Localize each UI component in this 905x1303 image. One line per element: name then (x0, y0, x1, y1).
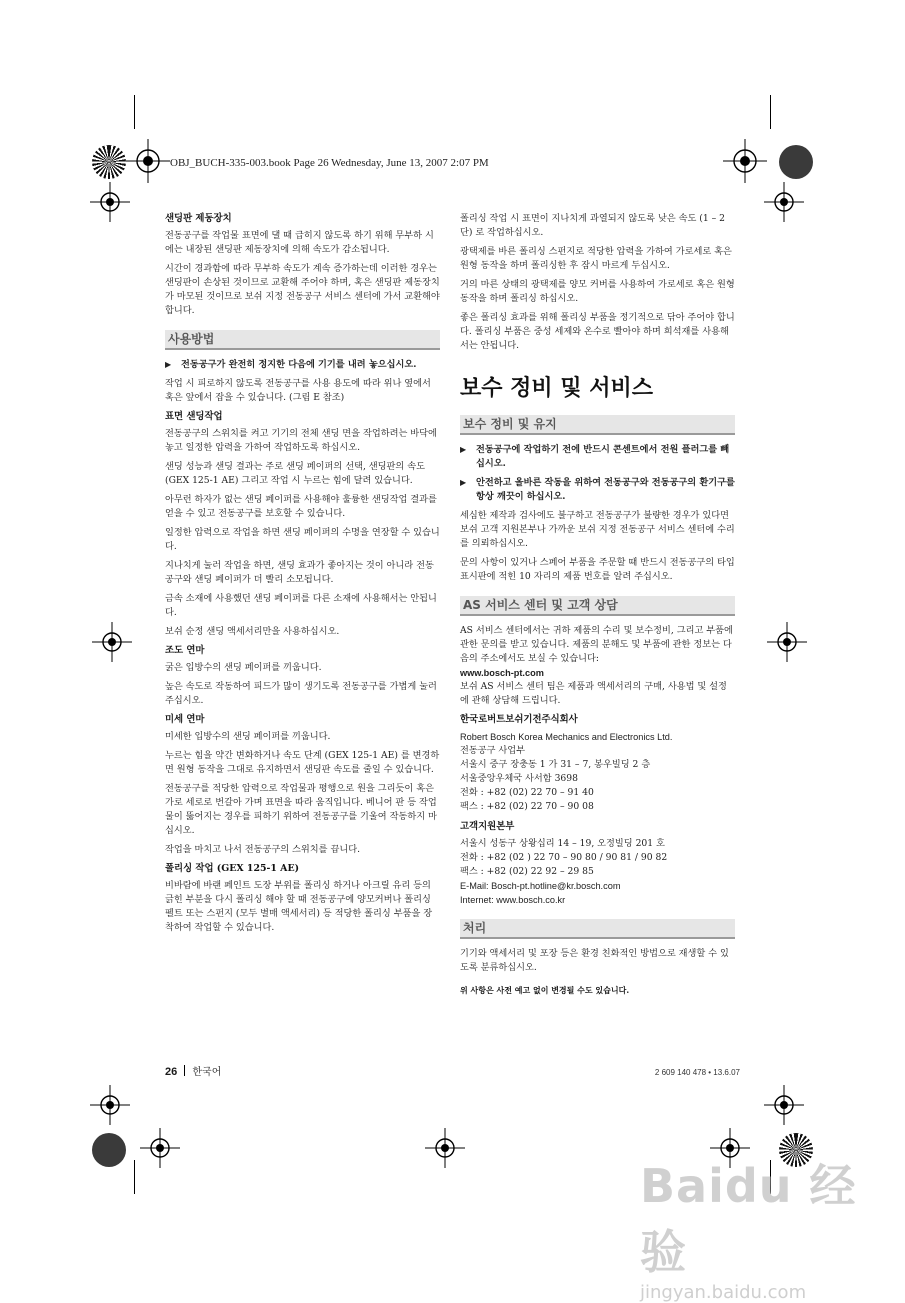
footer (165, 1063, 740, 1078)
address-line: 서울시 성동구 상왕십리 14 – 19, 오정빌딩 201 호 (460, 838, 665, 849)
bullet-text: 전동공구가 완전히 정지한 다음에 기기를 내려 놓으십시오. (181, 359, 417, 370)
registration-mark-icon (92, 622, 132, 662)
file-info-line: OBJ_BUCH-335-003.book Page 26 Wednesday, June 13, 2007 2:07 PM (170, 157, 489, 169)
crop-mark (134, 95, 135, 129)
email-line[interactable]: E-Mail: Bosch-pt.hotline@kr.bosch.com (460, 881, 621, 891)
paragraph: 비바람에 바랜 페인트 도장 부위를 폴리싱 하거나 아크릴 유리 등의 긁힌 부분을 다시 폴리싱 해야 할 때 전동공구에 양모커버나 폴리싱 펠트 또는 스펀지 (모두 별매 액세서리) 등 적당한 폴리싱 부품을 장착하여 작업할 수 있습니다. (165, 880, 433, 933)
change-notice: 위 사항은 사전 예고 없이 변경될 수도 있습니다. (460, 985, 630, 995)
paragraph: 일정한 압력으로 작업을 하면 샌딩 페이퍼의 수명을 연장할 수 있습니다. (165, 527, 440, 552)
paragraph: 미세한 입방수의 샌딩 페이퍼를 끼웁니다. (165, 731, 331, 742)
service-title: 보수 정비 및 서비스 (460, 376, 653, 401)
fine-heading: 미세 연마 (165, 714, 205, 725)
registration-mark-icon (140, 1128, 180, 1168)
bullet-arrow-icon: ▶ (460, 478, 467, 487)
bullet-text: 전동공구에 작업하기 전에 반드시 콘센트에서 전원 플러그를 빼십시오. (476, 444, 730, 469)
paragraph: AS 서비스 센터에서는 귀하 제품의 수리 및 보수정비, 그리고 부품에 관한 문의를 받고 있습니다. 제품의 분해도 및 부품에 관한 정보는 다음의 주소에서도 보실 수 있습니다: (460, 625, 733, 664)
paragraph: 굵은 입방수의 샌딩 페이퍼를 끼웁니다. (165, 662, 322, 673)
address-line: 전동공구 사업부 (460, 745, 526, 756)
bullet-arrow-icon: ▶ (165, 360, 172, 369)
paragraph: 문의 사항이 있거나 스페어 부품을 주문할 때 반드시 전동공구의 타입 표시판에 적힌 10 자리의 제품 번호를 알려 주십시오. (460, 557, 735, 582)
address-line: 서울중앙우체국 사서함 3698 (460, 773, 578, 784)
fax-line: 팩스 : +82 (02) 22 92 – 29 85 (460, 866, 594, 877)
watermark-brand: Baidu 经验 (640, 1159, 857, 1279)
footer-left (165, 1063, 221, 1078)
footer-divider (184, 1065, 185, 1076)
address-line: 서울시 중구 장충동 1 가 31 – 7, 봉우빌딩 2 층 (460, 759, 651, 770)
paragraph: 작업을 마치고 나서 전동공구의 스위치를 끕니다. (165, 844, 361, 855)
color-wheel-icon (92, 1133, 126, 1167)
left-column (165, 212, 440, 940)
paragraph: 지나치게 눌러 작업을 하면, 샌딩 효과가 좋아지는 것이 아니라 전동공구와 샌딩 페이퍼가 더 빨리 소모됩니다. (165, 560, 434, 585)
fax-line: 팩스 : +82 (02) 22 70 – 90 08 (460, 801, 594, 812)
paragraph: 작업 시 피로하지 않도록 전동공구를 사용 용도에 따라 위나 옆에서 혹은 앞에서 잡을 수 있습니다. (그림 E 참조) (165, 378, 431, 403)
registration-mark-icon (90, 1085, 130, 1125)
right-column (460, 212, 735, 1000)
coarse-heading: 조도 연마 (165, 645, 205, 656)
section-disposal-title: 처리 (460, 919, 735, 939)
color-wheel-icon (779, 145, 813, 179)
crop-mark (770, 95, 771, 129)
paragraph: 세심한 제작과 검사에도 불구하고 전동공구가 불량한 경우가 있다면 보쉬 고객 지원본부나 가까운 보쉬 지정 전동공구 서비스 센터에 수리를 의뢰하십시오. (460, 510, 735, 549)
polish-heading: 폴리싱 작업 (GEX 125-1 AE) (165, 863, 300, 874)
registration-mark-icon (764, 1085, 804, 1125)
support-heading: 고객지원본부 (460, 821, 515, 832)
paragraph: 전동공구를 작업물 표면에 댈 때 급히지 않도록 하기 위해 무부하 시에는 내장된 샌딩판 제동장치에 의해 속도가 감소됩니다. (165, 230, 434, 255)
paragraph: 보쉬 순정 샌딩 액세서리만을 사용하십시오. (165, 626, 340, 637)
surface-heading: 표면 샌딩작업 (165, 411, 223, 422)
bullet-item (165, 358, 440, 372)
registration-mark-icon (90, 182, 130, 222)
phone-line: 전화 : +82 (02 ) 22 70 – 90 80 / 90 81 / 90 82 (460, 852, 668, 863)
paragraph: 누르는 힘을 약간 변화하거나 속도 단계 (GEX 125-1 AE) 를 변경하면 원형 동작을 그대로 유지하면서 샌딩판 속도를 줄일 수 있습니다. (165, 750, 440, 775)
paragraph: 폴리싱 작업 시 표면이 지나치게 과열되지 않도록 낮은 속도 (1 – 2 단) 로 작업하십시오. (460, 213, 725, 238)
paragraph: 금속 소재에 사용했던 샌딩 페이퍼를 다른 소재에 사용해서는 안됩니다. (165, 593, 437, 618)
watermark-url: jingyan.baidu.com (640, 1282, 807, 1303)
color-wheel-icon (92, 145, 126, 179)
phone-line: 전화 : +82 (02) 22 70 – 91 40 (460, 787, 594, 798)
registration-mark-icon (764, 182, 804, 222)
internet-line[interactable]: Internet: www.bosch.co.kr (460, 895, 566, 905)
company-name-en: Robert Bosch Korea Mechanics and Electronics Ltd. (460, 732, 673, 742)
company-heading: 한국로버트보쉬기전주식회사 (460, 714, 578, 725)
paragraph: 높은 속도로 작동하여 피드가 많이 생기도록 전동공구를 가볍게 눌러주십시오. (165, 681, 437, 706)
website-link[interactable]: www.bosch-pt.com (460, 668, 544, 678)
paragraph: 샌딩 성능과 샌딩 결과는 주로 샌딩 페이퍼의 선택, 샌딩판의 속도 (GEX 125-1 AE) 그리고 작업 시 누르는 힘에 달려 있습니다. (165, 461, 425, 486)
paragraph: 좋은 폴리싱 효과를 위해 폴리싱 부품을 정기적으로 닦아 주어야 합니다. 폴리싱 부품은 중성 세제와 온수로 빨아야 하며 희석재를 사용해서는 안됩니다. (460, 312, 735, 351)
paragraph: 거의 마른 상태의 광택제를 양모 커버를 사용하여 가로세로 혹은 원형 동작을 하며 폴리싱 하십시오. (460, 279, 735, 304)
language-label: 한국어 (192, 1067, 222, 1078)
registration-mark-icon (126, 139, 170, 183)
paragraph: 전동공구의 스위치를 켜고 기기의 전체 샌딩 면을 작업하려는 바닥에 놓고 일정한 압력을 가하여 작업하도록 하십시오. (165, 428, 437, 453)
bullet-item (460, 476, 735, 504)
brake-heading: 샌딩판 제동장치 (165, 213, 232, 224)
paragraph: 시간이 경과함에 따라 무부하 속도가 계속 증가하는데 이러한 경우는 샌딩판이 손상된 것이므로 교환해 주어야 하며, 혹은 샌딩판 제동장치가 마모된 것이므로 보쉬 지정 전동공구 서비스 센터에 가서 교환해야 합니다. (165, 263, 440, 316)
crop-mark (134, 1160, 135, 1194)
page-number: 26 (165, 1066, 178, 1078)
document-code: 2 609 140 478 • 13.6.07 (654, 1068, 740, 1077)
registration-mark-icon (723, 139, 767, 183)
bullet-item (460, 443, 735, 471)
registration-mark-icon (425, 1128, 465, 1168)
paragraph: 전동공구를 적당한 압력으로 작업물과 평행으로 원을 그리듯이 혹은 가로 세로로 번갈아 가며 표면을 따라 움직입니다. 베니어 판 등 작업물이 뚫어지는 경우를 피하기 위하여 전동공구를 기울여 작동하지 마십시오. (165, 783, 437, 836)
section-usage-title: 사용방법 (165, 330, 440, 350)
paragraph: 광택제를 바른 폴리싱 스펀지로 적당한 압력을 가하여 가로세로 혹은 원형 동작을 하며 폴리싱한 후 잠시 마르게 두십시오. (460, 246, 732, 271)
paragraph: 기기와 액세서리 및 포장 등은 환경 친화적인 방법으로 재생할 수 있도록 분류하십시오. (460, 948, 729, 973)
bullet-text: 안전하고 올바른 작동을 위하여 전동공구와 전동공구의 환기구를 항상 깨끗이 하십시오. (476, 477, 735, 502)
paragraph: 보쉬 AS 서비스 센터 팀은 제품과 액세서리의 구매, 사용법 및 설정에 관해 상담해 드립니다. (460, 681, 727, 706)
bullet-arrow-icon: ▶ (460, 445, 467, 454)
section-as-title: AS 서비스 센터 및 고객 상담 (460, 596, 735, 616)
registration-mark-icon (767, 622, 807, 662)
section-maintenance-title: 보수 정비 및 유지 (460, 415, 735, 435)
baidu-watermark (640, 1150, 880, 1303)
paragraph: 아무런 하자가 없는 샌딩 페이퍼를 사용해야 훌륭한 샌딩작업 결과를 얻을 수 있고 전동공구를 보호할 수 있습니다. (165, 494, 437, 519)
